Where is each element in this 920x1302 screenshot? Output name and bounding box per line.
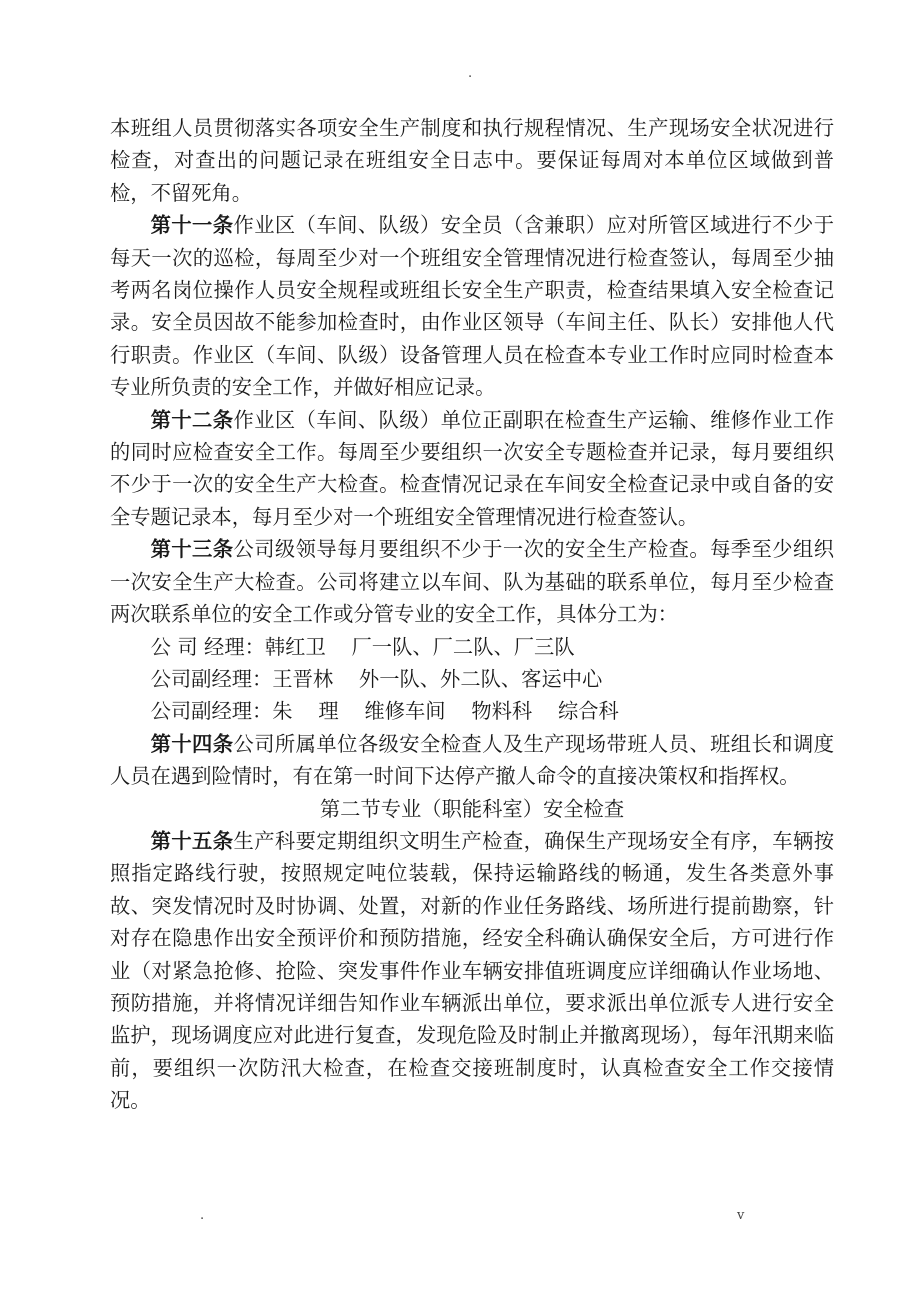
section-title: 第二节专业（职能科室）安全检查: [319, 796, 625, 821]
article-14: [110, 728, 834, 793]
article-15-heading: 第十五条: [150, 828, 234, 853]
article-12: [110, 404, 834, 534]
article-12-heading: 第十二条: [150, 407, 234, 432]
article-15-text: 生产科要定期组织文明生产检查，确保生产现场安全有序，车辆按照指定路线行驶，按照规定吨位装载，保持运输路线的畅通，发生各类意外事故、突发情况时及时协调、处置，对新的作业任务路线、场所进行提前勘察，针对存在隐患作出安全预评价和预防措施，经安全科确认确保安全后，方可进行作业（对紧急抢修、抢险、突发事件作业车辆安排值班调度应详细确认作业场地、预防措施，并将情况详细告知作业车辆派出单位，要求派出单位派专人进行安全监护，现场调度应对此进行复查，发现危险及时制止并撤离现场），每年汛期来临前，要组织一次防汛大检查，在检查交接班制度时，认真检查安全工作交接情况。: [110, 828, 834, 1113]
article-13: [110, 533, 834, 630]
paragraph-continuation: 本班组人员贯彻落实各项安全生产制度和执行规程情况、生产现场安全状况进行检查，对查出的问题记录在班组安全日志中。要保证每周对本单位区域做到普检，不留死角。: [110, 116, 834, 205]
assignment-line: 公 司 经理：韩红卫 厂一队、厂二队、厂三队: [150, 634, 575, 659]
article-14-heading: 第十四条: [150, 731, 234, 756]
document-body: [110, 112, 834, 1117]
article-11: [110, 209, 834, 403]
article-13-heading: 第十三条: [150, 537, 234, 562]
article-14-text: 公司所属单位各级安全检查人及生产现场带班人员、班组长和调度人员在遇到险情时，有在第一时间下达停产撤人命令的直接决策权和指挥权。: [110, 731, 834, 789]
article-15: [110, 825, 834, 1117]
header-mark: .: [468, 66, 473, 81]
article-11-text: 作业区（车间、队级）安全员（含兼职）应对所管区域进行不少于每天一次的巡检，每周至少对一个班组安全管理情况进行检查签认，每周至少抽考两名岗位操作人员安全规程或班组长安全生产职责，检查结果填入安全检查记录。安全员因故不能参加检查时，由作业区领导（车间主任、队长）安排他人代行职责。作业区（车间、队级）设备管理人员在检查本专业工作时应同时检查本专业所负责的安全工作，并做好相应记录。: [110, 213, 834, 400]
footer-right-mark: v: [737, 1208, 745, 1223]
article-11-heading: 第十一条: [150, 213, 234, 238]
footer-left-mark: .: [200, 1208, 205, 1223]
article-13-text: 公司级领导每月要组织不少于一次的安全生产检查。每季至少组织一次安全生产大检查。公司将建立以车间、队为基础的联系单位，每月至少检查两次联系单位的安全工作或分管专业的安全工作，具体分工为：: [110, 537, 834, 627]
article-12-text: 作业区（车间、队级）单位正副职在检查生产运输、维修作业工作的同时应检查安全工作。每周至少要组织一次安全专题检查并记录，每月要组织不少于一次的安全生产大检查。检查情况记录在车间安全检查记录中或自备的安全专题记录本，每月至少对一个班组安全管理情况进行检查签认。: [110, 407, 834, 529]
assignment-line: 公司副经理：朱 理 维修车间 物料科 综合科: [150, 699, 619, 724]
assignment-line: 公司副经理：王晋林 外一队、外二队、客运中心: [150, 666, 603, 691]
